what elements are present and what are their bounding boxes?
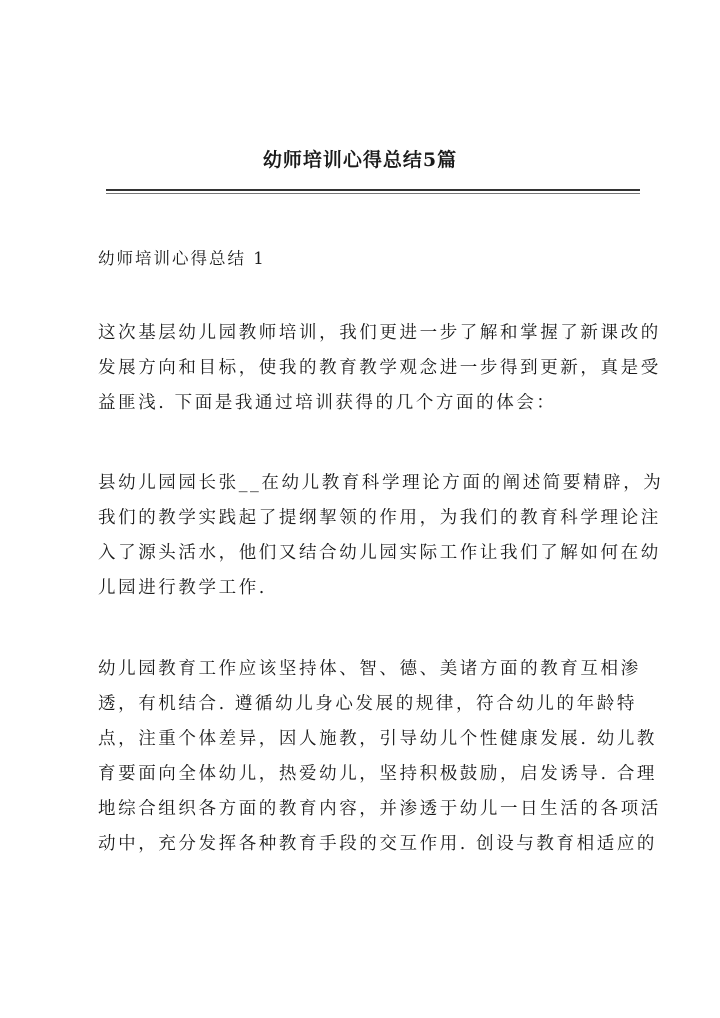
paragraph-line: 育要面向全体幼儿，热爱幼儿，坚持积极鼓励，启发诱导. 合理 bbox=[98, 764, 658, 784]
paragraph-line: 我们的教学实践起了提纲挈领的作用，为我们的教育科学理论注 bbox=[98, 508, 661, 528]
paragraph-line: 入了源头活水，他们又结合幼儿园实际工作让我们了解如何在幼 bbox=[98, 543, 661, 563]
paragraph-2 bbox=[98, 466, 664, 606]
title-divider bbox=[106, 189, 640, 194]
paragraph-3 bbox=[98, 652, 661, 862]
paragraph-line: 发展方向和目标，使我的教育教学观念进一步得到更新，真是受 bbox=[98, 358, 661, 378]
section-heading: 幼师培训心得总结 1 bbox=[98, 249, 266, 268]
paragraph-line: 儿园进行教学工作. bbox=[98, 578, 267, 598]
paragraph-line: 这次基层幼儿园教师培训，我们更进一步了解和掌握了新课改的 bbox=[98, 323, 661, 343]
paragraph-line: 透，有机结合. 遵循幼儿身心发展的规律，符合幼儿的年龄特 bbox=[98, 694, 637, 714]
paragraph-line: 幼儿园教育工作应该坚持体、智、德、美诸方面的教育互相渗 bbox=[98, 659, 641, 679]
paragraph-1 bbox=[98, 316, 661, 421]
paragraph-line: 地综合组织各方面的教育内容，并渗透于幼儿一日生活的各项活 bbox=[98, 799, 661, 819]
paragraph-line: 点，注重个体差异，因人施教，引导幼儿个性健康发展. 幼儿教 bbox=[98, 729, 658, 749]
paragraph-line: 动中，充分发挥各种教育手段的交互作用. 创设与教育相适应的 bbox=[98, 834, 658, 854]
document-title: 幼师培训心得总结5篇 bbox=[262, 149, 458, 171]
paragraph-line: 益匪浅. 下面是我通过培训获得的几个方面的体会： bbox=[98, 393, 557, 413]
paragraph-line: 县幼儿园园长张__在幼儿教育科学理论方面的阐述简要精辟，为 bbox=[98, 473, 664, 493]
